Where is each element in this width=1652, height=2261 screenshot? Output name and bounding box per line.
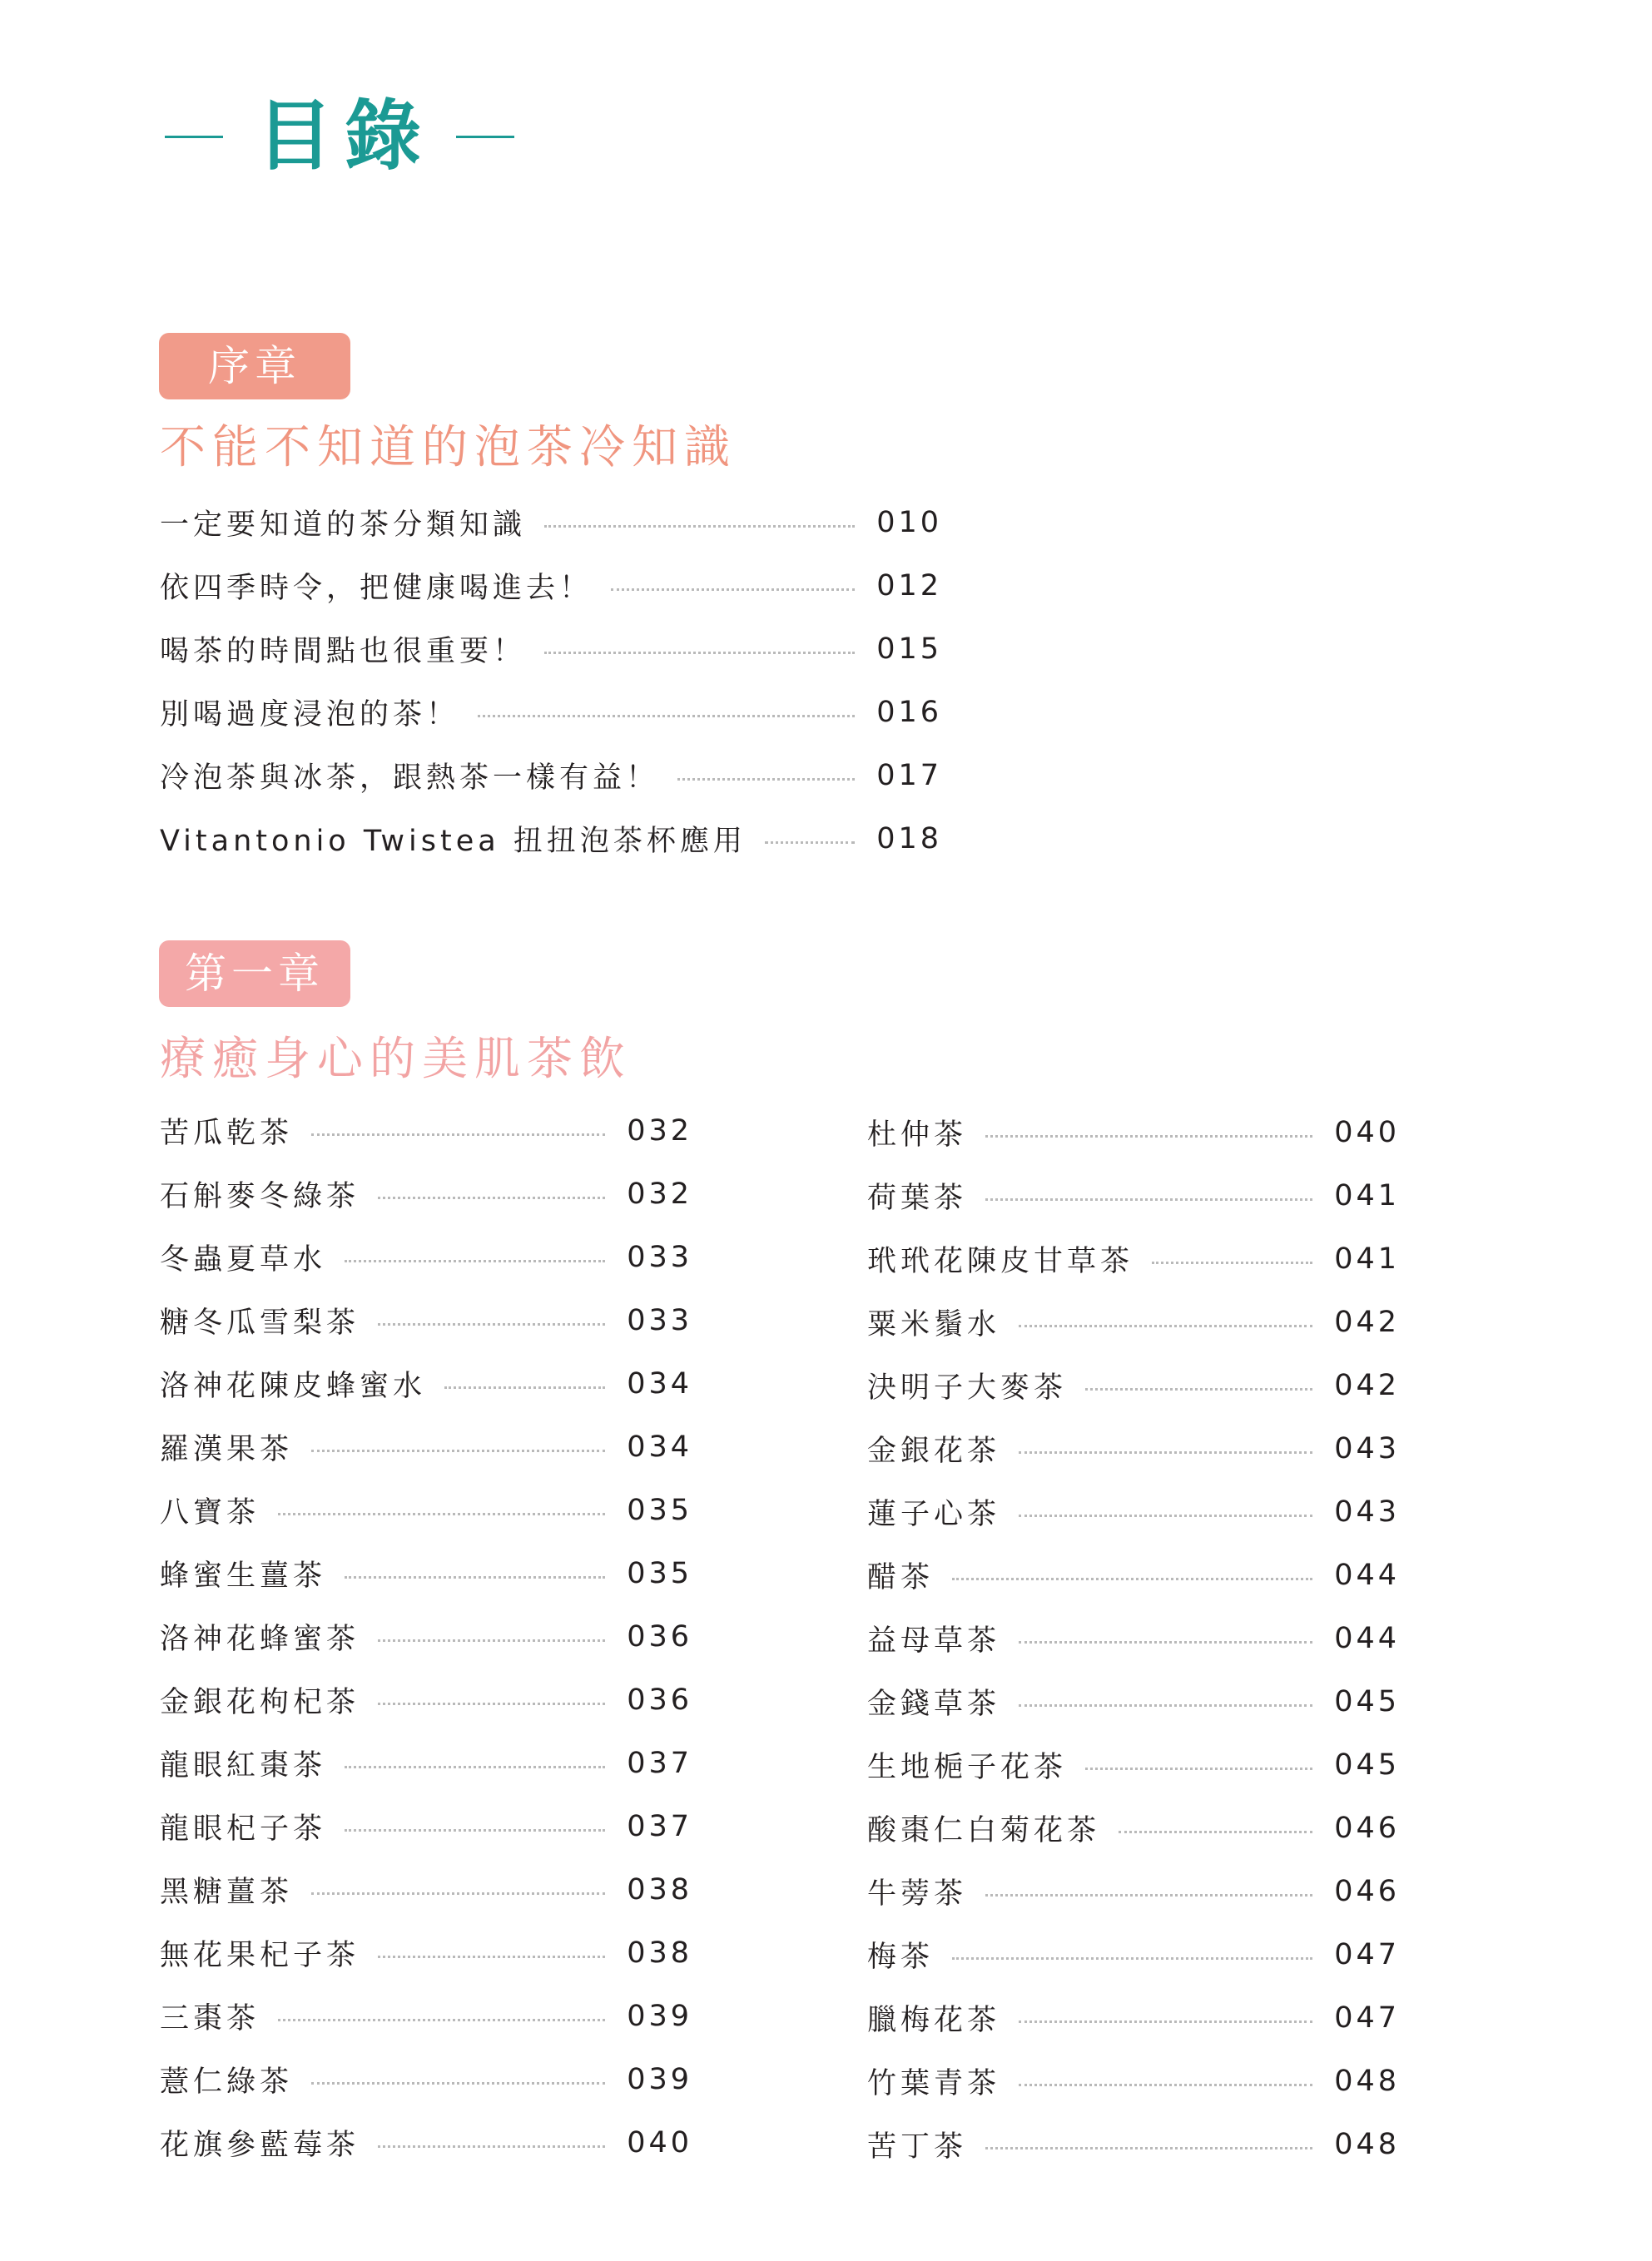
toc-entry-page-number: 035 bbox=[627, 1494, 692, 1527]
chapter-badge-chapter-one: 第一章 bbox=[159, 940, 350, 1007]
toc-entry-page-number: 046 bbox=[1334, 1875, 1400, 1908]
toc-entry-page-number: 012 bbox=[876, 569, 942, 602]
dot-leader bbox=[985, 1894, 1312, 1897]
toc-entry-title: 薏仁綠茶 bbox=[160, 2065, 294, 2099]
toc-entry-title: 竹葉青茶 bbox=[867, 2067, 1001, 2100]
toc-entry[interactable] bbox=[867, 1354, 1400, 1417]
dot-leader bbox=[278, 1513, 605, 1515]
toc-entry-title: 洛神花陳皮蜂蜜水 bbox=[160, 1370, 427, 1403]
toc-entry[interactable] bbox=[160, 1289, 692, 1352]
toc-entry[interactable] bbox=[867, 1164, 1400, 1227]
toc-entry[interactable] bbox=[160, 1732, 692, 1795]
dot-leader bbox=[611, 588, 855, 591]
toc-entry-page-number: 034 bbox=[627, 1367, 692, 1401]
toc-entry[interactable] bbox=[160, 1226, 692, 1289]
toc-entry-title: 石斛麥冬綠茶 bbox=[160, 1180, 360, 1213]
toc-entry-page-number: 039 bbox=[627, 2000, 692, 2033]
toc-entry[interactable] bbox=[867, 1291, 1400, 1354]
dot-leader bbox=[311, 1133, 605, 1136]
dot-leader bbox=[1085, 1388, 1312, 1391]
dot-leader bbox=[311, 1892, 605, 1895]
toc-entry[interactable] bbox=[160, 1479, 692, 1542]
dot-leader bbox=[378, 1639, 605, 1642]
dot-leader bbox=[952, 1578, 1312, 1580]
toc-entry-title: 金錢草茶 bbox=[867, 1688, 1001, 1721]
toc-entry-page-number: 042 bbox=[1334, 1306, 1400, 1339]
dot-leader bbox=[1152, 1262, 1312, 1264]
toc-entry[interactable] bbox=[867, 1860, 1400, 1923]
dot-leader bbox=[378, 1703, 605, 1705]
chapter-badge-prologue: 序章 bbox=[159, 333, 350, 399]
toc-entry-title: 羅漢果茶 bbox=[160, 1433, 294, 1466]
toc-entry[interactable] bbox=[160, 681, 942, 744]
toc-entry[interactable] bbox=[160, 1542, 692, 1605]
dot-leader bbox=[1019, 2084, 1312, 2086]
toc-entry-page-number: 010 bbox=[876, 506, 942, 539]
dot-leader bbox=[1019, 2021, 1312, 2023]
toc-entry[interactable] bbox=[867, 1733, 1400, 1797]
toc-entry[interactable] bbox=[160, 744, 942, 807]
dot-leader bbox=[311, 2082, 605, 2085]
toc-entry[interactable] bbox=[867, 1101, 1400, 1164]
toc-entry-title: 荷葉茶 bbox=[867, 1182, 968, 1215]
toc-entry-page-number: 037 bbox=[627, 1810, 692, 1843]
toc-entry-page-number: 032 bbox=[627, 1178, 692, 1211]
dot-leader bbox=[1019, 1515, 1312, 1517]
toc-entry-title: 蜂蜜生薑茶 bbox=[160, 1559, 327, 1593]
toc-entry-title: 黑糖薑茶 bbox=[160, 1876, 294, 1909]
toc-entry-page-number: 047 bbox=[1334, 1938, 1400, 1971]
dot-leader bbox=[1119, 1831, 1312, 1833]
toc-entry-title: 玳玳花陳皮甘草茶 bbox=[867, 1245, 1134, 1278]
toc-entry[interactable] bbox=[867, 1986, 1400, 2050]
toc-entry-page-number: 038 bbox=[627, 1873, 692, 1906]
toc-entry-title: 醋茶 bbox=[867, 1561, 935, 1594]
dot-leader bbox=[1019, 1325, 1312, 1327]
toc-entry-page-number: 037 bbox=[627, 1747, 692, 1780]
dot-leader bbox=[544, 652, 855, 654]
toc-entry-title: 酸棗仁白菊花茶 bbox=[867, 1814, 1101, 1847]
toc-entry-title: 冬蟲夏草水 bbox=[160, 1243, 327, 1277]
toc-entry[interactable] bbox=[160, 1668, 692, 1732]
toc-entry-title: 糖冬瓜雪梨茶 bbox=[160, 1307, 360, 1340]
toc-entry-title: Vitantonio Twistea 扭扭泡茶杯應用 bbox=[160, 825, 747, 858]
toc-entry-page-number: 032 bbox=[627, 1114, 692, 1148]
toc-list-chapter-one-right bbox=[867, 1101, 1400, 2176]
toc-entry[interactable] bbox=[867, 1797, 1400, 1860]
toc-entry[interactable] bbox=[160, 554, 942, 617]
dot-leader bbox=[1019, 1704, 1312, 1707]
dot-leader bbox=[1019, 1451, 1312, 1454]
toc-entry-title: 依四季時令，把健康喝進去！ bbox=[160, 572, 593, 605]
toc-entry-page-number: 015 bbox=[876, 632, 942, 666]
toc-entry[interactable] bbox=[160, 1921, 692, 1985]
toc-entry-page-number: 016 bbox=[876, 696, 942, 729]
toc-entry-title: 喝茶的時間點也很重要！ bbox=[160, 635, 527, 668]
chapter-heading-chapter-one: 療癒身心的美肌茶飲 bbox=[160, 1032, 633, 1085]
toc-entry-page-number: 035 bbox=[627, 1557, 692, 1590]
dot-leader bbox=[1085, 1768, 1312, 1770]
toc-entry-page-number: 040 bbox=[627, 2126, 692, 2159]
toc-entry[interactable] bbox=[160, 491, 942, 554]
title-rule-left bbox=[165, 136, 223, 138]
toc-entry-page-number: 044 bbox=[1334, 1622, 1400, 1655]
toc-entry-title: 金銀花茶 bbox=[867, 1435, 1001, 1468]
toc-entry-title: 臘梅花茶 bbox=[867, 2004, 1001, 2037]
dot-leader bbox=[345, 1766, 605, 1768]
toc-entry-page-number: 043 bbox=[1334, 1432, 1400, 1465]
toc-entry-page-number: 048 bbox=[1334, 2065, 1400, 2098]
toc-entry[interactable] bbox=[867, 2050, 1400, 2113]
title-text: 目錄 bbox=[256, 92, 434, 181]
toc-entry-page-number: 036 bbox=[627, 1683, 692, 1717]
toc-entry-title: 苦瓜乾茶 bbox=[160, 1117, 294, 1150]
toc-entry[interactable] bbox=[160, 1416, 692, 1479]
dot-leader bbox=[478, 715, 855, 717]
dot-leader bbox=[765, 841, 855, 844]
dot-leader bbox=[311, 1450, 605, 1452]
toc-entry-page-number: 046 bbox=[1334, 1812, 1400, 1845]
dot-leader bbox=[278, 2019, 605, 2021]
dot-leader bbox=[444, 1386, 605, 1389]
toc-entry[interactable] bbox=[867, 1480, 1400, 1544]
toc-entry-title: 冷泡茶與冰茶，跟熱茶一樣有益！ bbox=[160, 761, 660, 795]
toc-list-prologue bbox=[160, 491, 942, 870]
toc-entry[interactable] bbox=[867, 1227, 1400, 1291]
toc-entry-title: 苦丁茶 bbox=[867, 2130, 968, 2164]
toc-entry-title: 三棗茶 bbox=[160, 2002, 260, 2035]
toc-entry-title: 一定要知道的茶分類知識 bbox=[160, 508, 527, 542]
toc-entry[interactable] bbox=[867, 1923, 1400, 1986]
toc-entry-page-number: 043 bbox=[1334, 1495, 1400, 1529]
dot-leader bbox=[985, 1198, 1312, 1201]
toc-entry-page-number: 017 bbox=[876, 759, 942, 792]
dot-leader bbox=[677, 778, 855, 781]
toc-entry[interactable] bbox=[867, 1670, 1400, 1733]
toc-entry-page-number: 039 bbox=[627, 2063, 692, 2096]
toc-entry-page-number: 036 bbox=[627, 1620, 692, 1654]
toc-entry-page-number: 041 bbox=[1334, 1242, 1400, 1276]
dot-leader bbox=[952, 1957, 1312, 1960]
toc-entry-page-number: 033 bbox=[627, 1241, 692, 1274]
toc-entry-page-number: 018 bbox=[876, 822, 942, 855]
toc-entry[interactable] bbox=[160, 1605, 692, 1668]
toc-entry-title: 粟米鬚水 bbox=[867, 1308, 1001, 1341]
chapter-heading-prologue: 不能不知道的泡茶冷知識 bbox=[160, 420, 737, 474]
dot-leader bbox=[345, 1829, 605, 1832]
toc-entry-title: 生地梔子花茶 bbox=[867, 1751, 1068, 1784]
toc-entry-title: 花旗參藍莓茶 bbox=[160, 2129, 360, 2162]
toc-entry-title: 牛蒡茶 bbox=[867, 1877, 968, 1911]
dot-leader bbox=[378, 2145, 605, 2148]
toc-entry-page-number: 048 bbox=[1334, 2128, 1400, 2161]
toc-entry[interactable] bbox=[160, 1352, 692, 1416]
toc-entry-page-number: 045 bbox=[1334, 1685, 1400, 1718]
toc-entry-title: 梅茶 bbox=[867, 1941, 935, 1974]
toc-entry-title: 金銀花枸杞茶 bbox=[160, 1686, 360, 1719]
toc-entry-page-number: 041 bbox=[1334, 1179, 1400, 1212]
toc-entry[interactable] bbox=[160, 2048, 692, 2111]
toc-entry-title: 決明子大麥茶 bbox=[867, 1371, 1068, 1405]
toc-entry-page-number: 034 bbox=[627, 1430, 692, 1464]
toc-entry-title: 龍眼紅棗茶 bbox=[160, 1749, 327, 1783]
toc-entry[interactable] bbox=[160, 1163, 692, 1226]
toc-entry-page-number: 042 bbox=[1334, 1369, 1400, 1402]
toc-entry[interactable] bbox=[867, 1607, 1400, 1670]
toc-entry[interactable] bbox=[867, 1417, 1400, 1480]
toc-entry-title: 無花果杞子茶 bbox=[160, 1939, 360, 1972]
toc-entry[interactable] bbox=[160, 617, 942, 681]
toc-entry[interactable] bbox=[867, 1544, 1400, 1607]
dot-leader bbox=[985, 2147, 1312, 2149]
dot-leader bbox=[378, 1956, 605, 1958]
dot-leader bbox=[1019, 1641, 1312, 1644]
toc-entry-page-number: 038 bbox=[627, 1936, 692, 1970]
toc-entry[interactable] bbox=[160, 1858, 692, 1921]
dot-leader bbox=[345, 1260, 605, 1262]
toc-entry-title: 八寶茶 bbox=[160, 1496, 260, 1530]
toc-entry[interactable] bbox=[160, 807, 942, 870]
page-title bbox=[165, 92, 514, 181]
toc-entry[interactable] bbox=[160, 2111, 692, 2174]
toc-entry-page-number: 040 bbox=[1334, 1116, 1400, 1149]
toc-entry[interactable] bbox=[160, 1099, 692, 1163]
title-rule-right bbox=[456, 136, 514, 138]
toc-entry-title: 蓮子心茶 bbox=[867, 1498, 1001, 1531]
toc-entry-page-number: 033 bbox=[627, 1304, 692, 1337]
dot-leader bbox=[985, 1135, 1312, 1138]
toc-entry[interactable] bbox=[867, 2113, 1400, 2176]
toc-entry[interactable] bbox=[160, 1985, 692, 2048]
dot-leader bbox=[345, 1576, 605, 1579]
dot-leader bbox=[378, 1323, 605, 1326]
toc-list-chapter-one-left bbox=[160, 1099, 692, 2174]
toc-entry[interactable] bbox=[160, 1795, 692, 1858]
toc-entry-page-number: 045 bbox=[1334, 1748, 1400, 1782]
toc-entry-title: 龍眼杞子茶 bbox=[160, 1812, 327, 1846]
toc-entry-page-number: 047 bbox=[1334, 2001, 1400, 2035]
toc-entry-title: 杜仲茶 bbox=[867, 1118, 968, 1152]
dot-leader bbox=[544, 525, 855, 528]
toc-entry-title: 別喝過度浸泡的茶！ bbox=[160, 698, 460, 731]
toc-entry-page-number: 044 bbox=[1334, 1559, 1400, 1592]
toc-entry-title: 洛神花蜂蜜茶 bbox=[160, 1623, 360, 1656]
dot-leader bbox=[378, 1197, 605, 1199]
toc-entry-title: 益母草茶 bbox=[867, 1624, 1001, 1658]
